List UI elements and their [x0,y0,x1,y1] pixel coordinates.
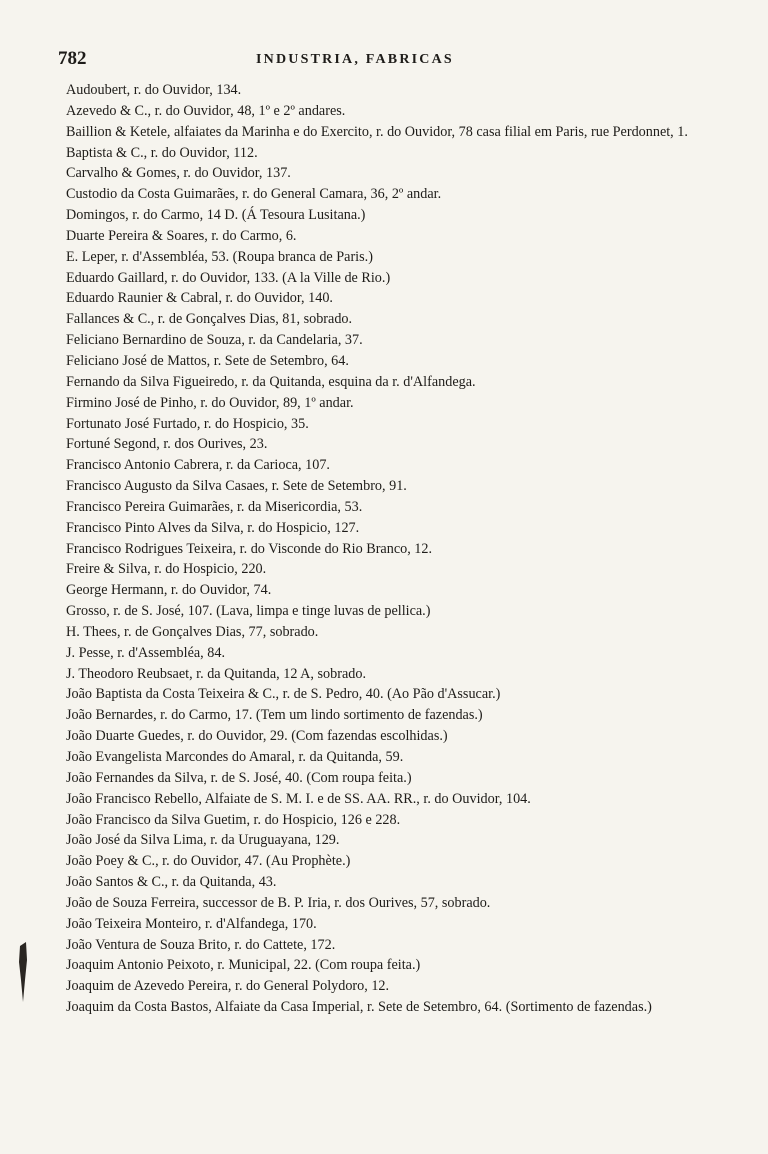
list-item: Francisco Pereira Guimarães, r. da Misericordia, 53. [66,498,363,515]
list-item: João Santos & C., r. da Quitanda, 43. [66,874,277,891]
list-item: João Baptista da Costa Teixeira & C., r. de S. Pedro, 40. (Ao Pão d'Assucar.) [66,686,501,703]
list-item: João Francisco Rebello, Alfaiate de S. M. I. e de SS. AA. RR., r. do Ouvidor, 104. [66,790,531,807]
list-item: Joaquim da Costa Bastos, Alfaiate da Casa Imperial, r. Sete de Setembro, 64. (Sortimento de fazendas.) [66,999,652,1016]
list-item: João Evangelista Marcondes do Amaral, r. da Quitanda, 59. [66,749,404,765]
list-item: João Teixeira Monteiro, r. d'Alfandega, 170. [66,915,317,932]
list-item: Audoubert, r. do Ouvidor, 134. [66,82,242,98]
running-head: INDUSTRIA, FABRICAS [256,52,454,67]
list-item: Duarte Pereira & Soares, r. do Carmo, 6. [66,227,297,244]
list-item: Francisco Antonio Cabrera, r. da Carioca, 107. [66,457,330,474]
list-item: H. Thees, r. de Gonçalves Dias, 77, sobrado. [66,623,319,640]
list-item: João Bernardes, r. do Carmo, 17. (Tem um lindo sortimento de fazendas.) [66,707,483,724]
list-item: João José da Silva Lima, r. da Uruguayana, 129. [66,832,340,849]
list-item: Francisco Augusto da Silva Casaes, r. Sete de Setembro, 91. [66,478,407,495]
list-item: Carvalho & Gomes, r. do Ouvidor, 137. [66,165,291,182]
list-item: Fortuné Segond, r. dos Ourives, 23. [66,436,268,453]
list-item: Joaquim Antonio Peixoto, r. Municipal, 22. (Com roupa feita.) [66,957,421,974]
list-item: Grosso, r. de S. José, 107. (Lava, limpa e tinge luvas de pellica.) [66,603,431,620]
list-item: Feliciano José de Mattos, r. Sete de Setembro, 64. [66,352,349,369]
list-item: João Francisco da Silva Guetim, r. do Hospicio, 126 e 228. [66,811,401,828]
list-item: J. Theodoro Reubsaet, r. da Quitanda, 12 A, sobrado. [66,665,366,682]
list-item: Firmino José de Pinho, r. do Ouvidor, 89, 1º andar. [66,394,354,411]
list-item: Domingos, r. do Carmo, 14 D. (Á Tesoura Lusitana.) [66,207,366,224]
page-header [58,48,708,74]
list-item: Eduardo Gaillard, r. do Ouvidor, 133. (A la Ville de Rio.) [66,269,391,286]
list-item: Azevedo & C., r. do Ouvidor, 48, 1º e 2º andares. [66,102,346,119]
directory-list [58,80,706,1018]
list-item: Eduardo Raunier & Cabral, r. do Ouvidor, 140. [66,290,333,307]
list-item: Fernando da Silva Figueiredo, r. da Quitanda, esquina da r. d'Alfandega. [66,373,476,390]
list-item: George Hermann, r. do Ouvidor, 74. [66,582,272,599]
list-item: Custodio da Costa Guimarães, r. do General Camara, 36, 2º andar. [66,186,442,203]
page-ink-mark [16,940,30,1010]
list-item: Freire & Silva, r. do Hospicio, 220. [66,561,267,578]
list-item: Baillion & Ketele, alfaiates da Marinha e do Exercito, r. do Ouvidor, 78 casa filial em Paris, rue Perdonnet, 1. [66,123,688,140]
list-item: Francisco Rodrigues Teixeira, r. do Visconde do Rio Branco, 12. [66,540,433,557]
list-item: Fallances & C., r. de Gonçalves Dias, 81, sobrado. [66,311,353,328]
list-item: Feliciano Bernardino de Souza, r. da Candelaria, 37. [66,332,363,349]
list-item: João Duarte Guedes, r. do Ouvidor, 29. (Com fazendas escolhidas.) [66,728,448,745]
list-item: João de Souza Ferreira, successor de B. P. Iria, r. dos Ourives, 57, sobrado. [66,894,491,911]
list-item: Francisco Pinto Alves da Silva, r. do Hospicio, 127. [66,519,360,536]
list-item: Baptista & C., r. do Ouvidor, 112. [66,144,258,161]
page-number: 782 [58,48,87,69]
list-item: J. Pesse, r. d'Assembléa, 84. [66,644,225,661]
list-item: Joaquim de Azevedo Pereira, r. do General Polydoro, 12. [66,978,390,995]
list-item: João Ventura de Souza Brito, r. do Cattete, 172. [66,936,336,953]
list-item: João Fernandes da Silva, r. de S. José, 40. (Com roupa feita.) [66,769,412,786]
list-item: E. Leper, r. d'Assembléa, 53. (Roupa branca de Paris.) [66,248,373,265]
list-item: João Poey & C., r. do Ouvidor, 47. (Au Prophète.) [66,853,351,870]
list-item: Fortunato José Furtado, r. do Hospicio, 35. [66,415,309,432]
